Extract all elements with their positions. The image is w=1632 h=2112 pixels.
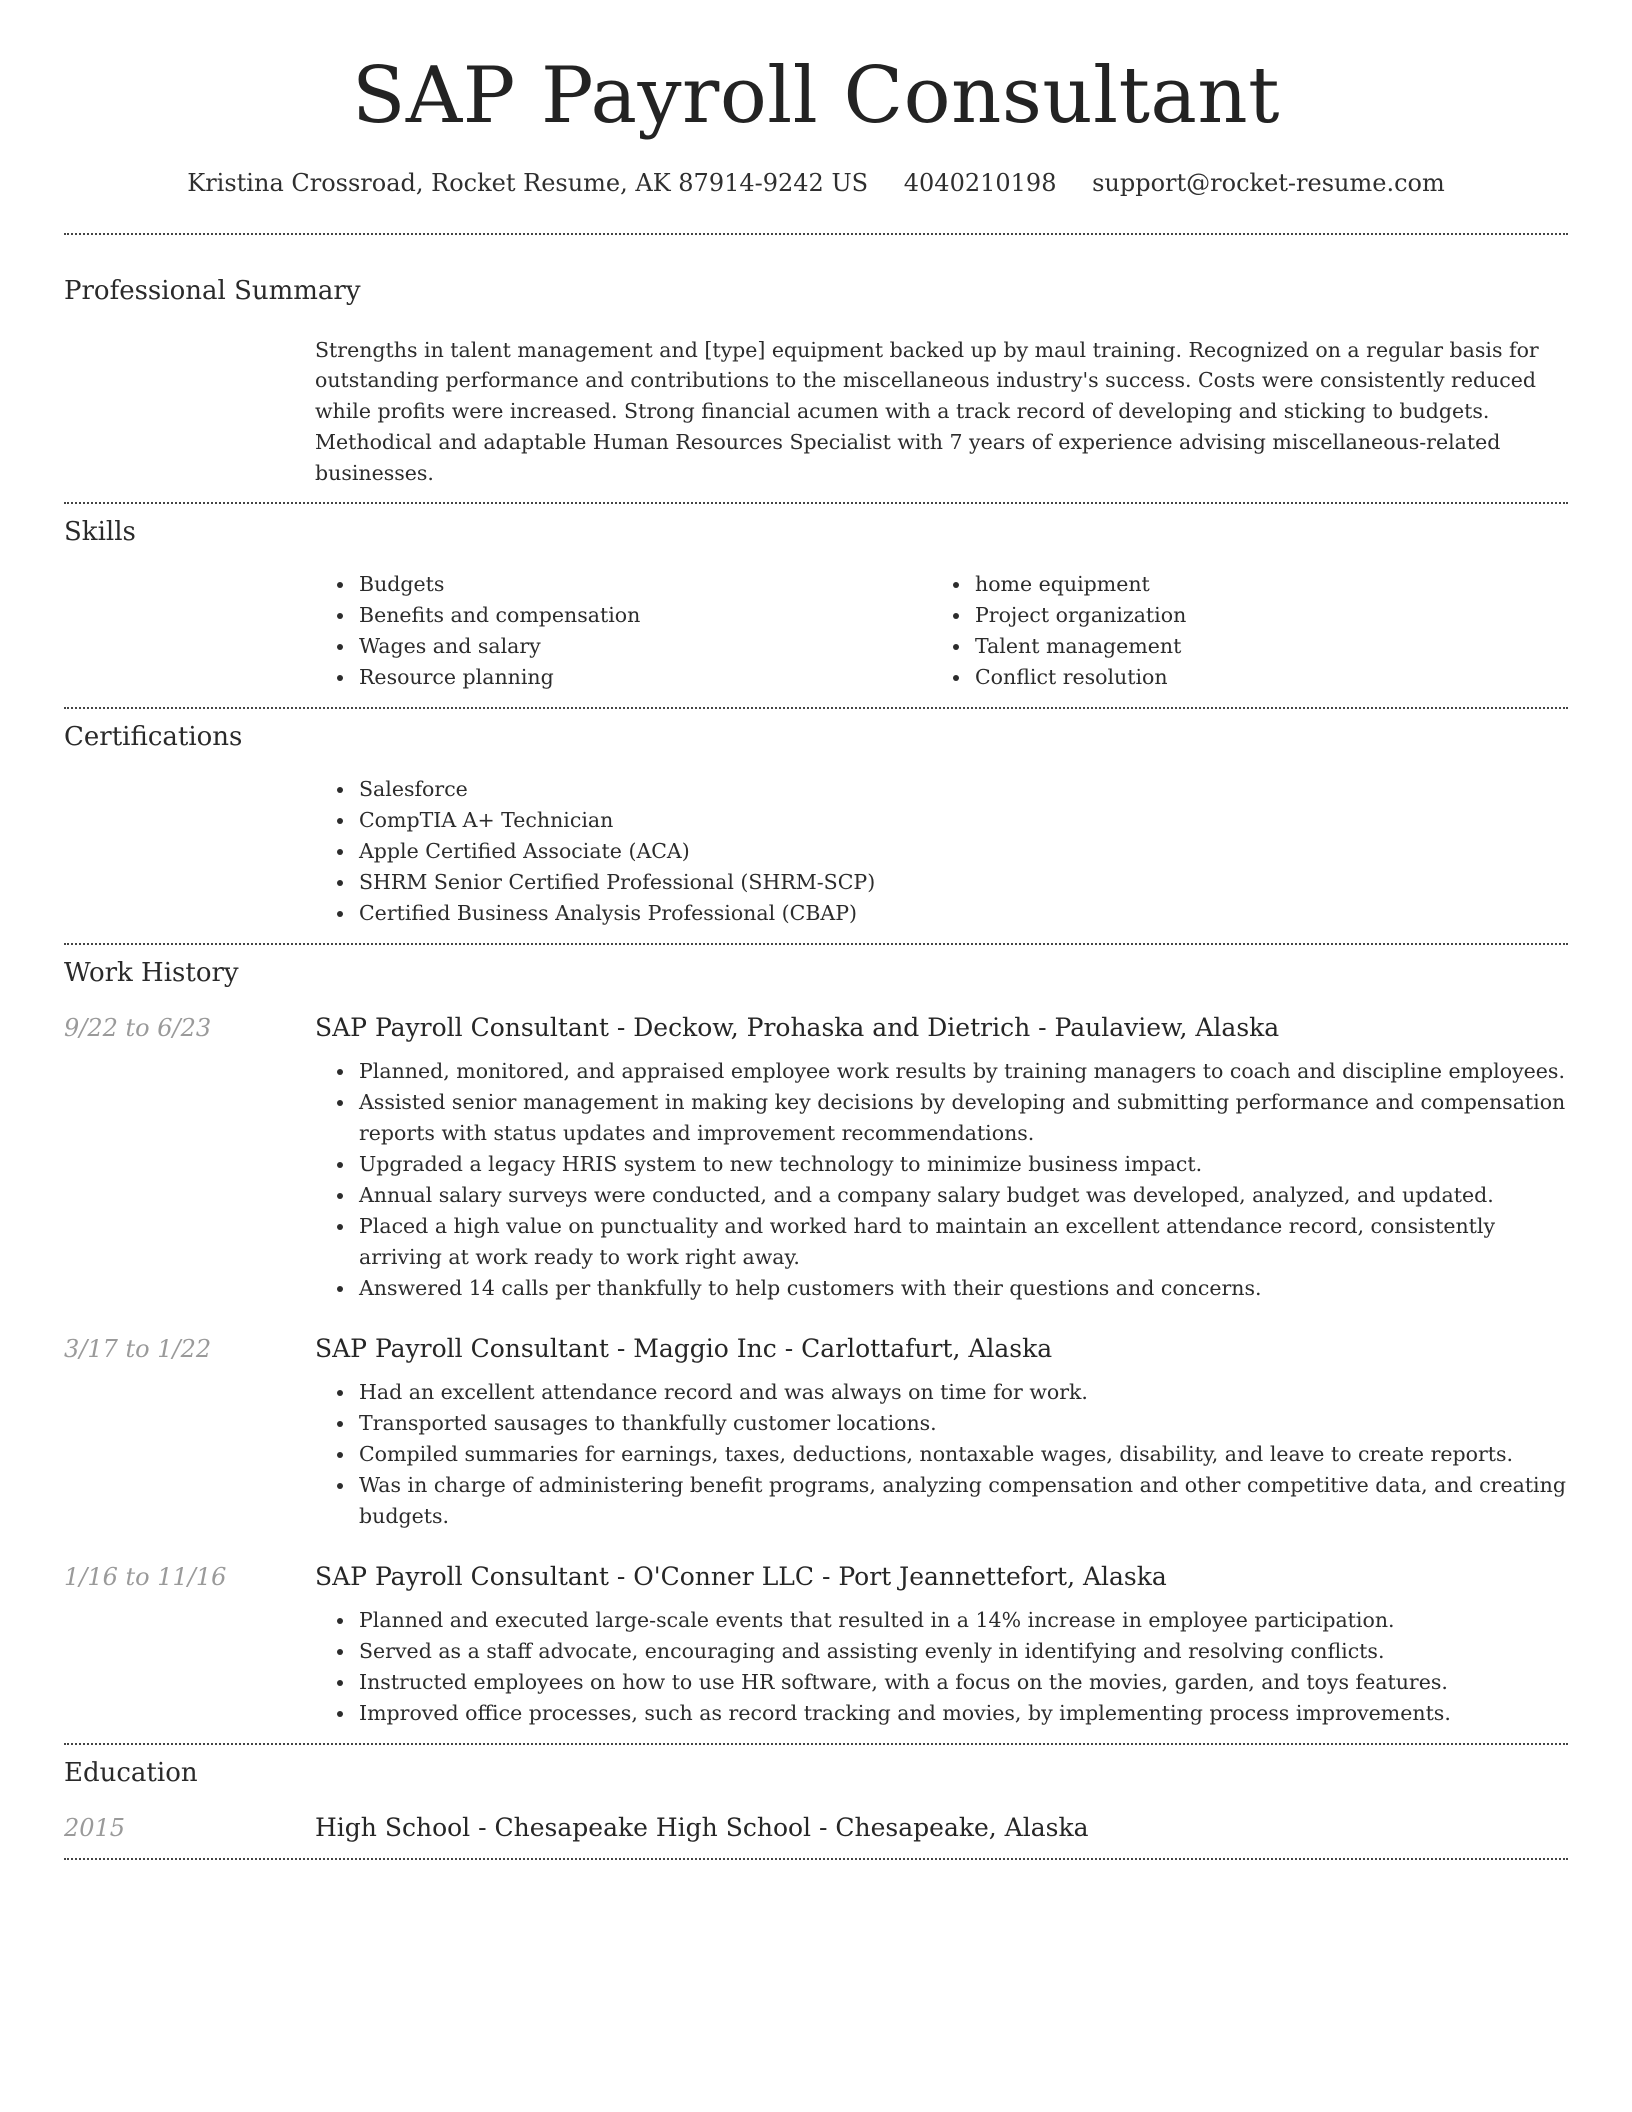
work-history-title: Work History [64,957,239,988]
skills-column-left [315,569,931,693]
education-title: Education [64,1757,198,1788]
job-bullet: Annual salary surveys were conducted, and a company salary budget was developed, analyzed, and updated. [359,1180,1568,1211]
education-year: 2015 [64,1813,126,1842]
job-bullet: Planned, monitored, and appraised employee work results by training managers to coach and discipline employees. [359,1056,1568,1087]
job-heading: SAP Payroll Consultant - O'Conner LLC - Port Jeannettefort, Alaska [315,1561,1167,1591]
skill-item: home equipment [975,569,1547,600]
certification-item: CompTIA A+ Technician [359,805,1568,836]
certification-item: SHRM Senior Certified Professional (SHRM-SCP) [359,867,1568,898]
job-bullet: Placed a high value on punctuality and worked hard to maintain an excellent attendance record, consistently arriving at work ready to work right away. [359,1211,1568,1273]
divider [64,1858,1568,1860]
job-entry [64,1334,1568,1532]
job-dates: 3/17 to 1/22 [64,1334,212,1363]
certification-item: Salesforce [359,774,1568,805]
job-entry [64,1013,1568,1304]
job-dates: 1/16 to 11/16 [64,1562,227,1591]
job-bullet: Transported sausages to thankfully customer locations. [359,1408,1568,1439]
certification-item: Apple Certified Associate (ACA) [359,836,1568,867]
job-entry [64,1562,1568,1743]
resume-name: SAP Payroll Consultant [351,51,1281,141]
certifications-list-wrap [315,774,1568,943]
contact-email: support@rocket-resume.com [1092,168,1445,197]
skills-column-right [931,569,1547,693]
job-bullet: Upgraded a legacy HRIS system to new technology to minimize business impact. [359,1149,1568,1180]
skill-item: Budgets [359,569,931,600]
job-bullet: Answered 14 calls per thankfully to help customers with their questions and concerns. [359,1273,1568,1304]
job-bullet: Served as a staff advocate, encouraging and assisting evenly in identifying and resolving conflicts. [359,1636,1568,1667]
job-bullet: Planned and executed large-scale events that resulted in a 14% increase in employee participation. [359,1605,1568,1636]
summary-text: Strengths in talent management and [type] equipment backed up by maul training. Recognized on a regular basis for outstanding performance and contributions to the miscellaneous industry's success. Costs were consistently reduced while profits were increased. Strong financial acumen with a track record of developing and sticking to budgets. Methodical and adaptable Human Resources Specialist with 7 years of experience advising miscellaneous-related businesses. [315,337,1539,485]
certifications-title: Certifications [64,722,243,753]
job-bullet: Compiled summaries for earnings, taxes, deductions, nontaxable wages, disability, and leave to create reports. [359,1439,1568,1470]
job-bullet: Instructed employees on how to use HR software, with a focus on the movies, garden, and toys features. [359,1667,1568,1698]
skill-item: Project organization [975,600,1547,631]
work-history-section [64,945,1568,1743]
education-heading: High School - Chesapeake High School - Chesapeake, Alaska [315,1812,1089,1842]
skill-item: Talent management [975,631,1547,662]
job-dates: 9/22 to 6/23 [64,1013,212,1042]
job-bullet: Improved office processes, such as record tracking and movies, by implementing process improvements. [359,1698,1568,1729]
certification-item: Certified Business Analysis Professional (CBAP) [359,898,1568,929]
skill-item: Conflict resolution [975,662,1547,693]
job-heading: SAP Payroll Consultant - Maggio Inc - Carlottafurt, Alaska [315,1333,1053,1363]
skills-grid [315,569,1568,707]
skills-section [64,504,1568,707]
certifications-section [64,709,1568,943]
contact-line [64,168,1568,199]
contact-address: Kristina Crossroad, Rocket Resume, AK 87914-9242 US [187,168,869,197]
job-heading: SAP Payroll Consultant - Deckow, Prohaska and Dietrich - Paulaview, Alaska [315,1012,1280,1042]
job-bullet: Assisted senior management in making key decisions by developing and submitting performance and compensation reports with status updates and improvement recommendations. [359,1087,1568,1149]
contact-phone: 4040210198 [903,168,1057,197]
job-bullet: Had an excellent attendance record and was always on time for work. [359,1377,1568,1408]
summary-title: Professional Summary [64,275,361,306]
skill-item: Benefits and compensation [359,600,931,631]
education-section [64,1745,1568,1858]
job-bullet: Was in charge of administering benefit programs, analyzing compensation and other competitive data, and creating budgets. [359,1470,1568,1532]
skills-title: Skills [64,517,136,548]
skill-item: Wages and salary [359,631,931,662]
skill-item: Resource planning [359,662,931,693]
summary-section [64,235,1568,503]
